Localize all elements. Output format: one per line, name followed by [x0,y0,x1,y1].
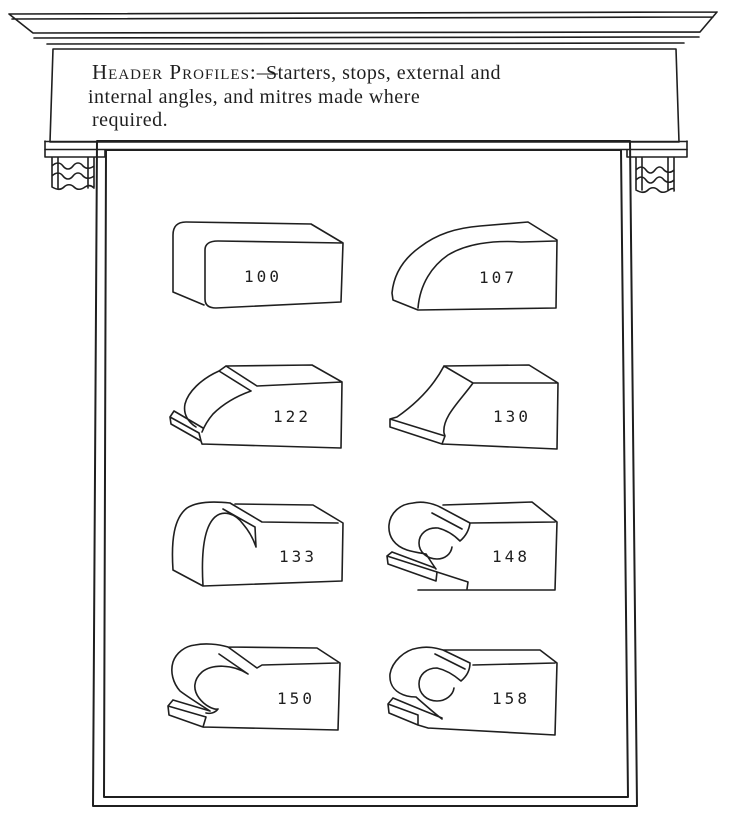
caption-line1: Starters, stops, external and [266,62,501,84]
profile-148-number: 148 [492,547,530,566]
caption-line3: required. [92,109,169,131]
profile-100-number: 100 [244,267,282,286]
profile-107-number: 107 [479,268,517,287]
profile-122-number: 122 [273,407,311,426]
profile-133-number: 133 [279,547,317,566]
profile-130-number: 130 [493,407,531,426]
plate-title: Header Profiles:— [92,60,279,84]
profile-158-number: 158 [492,689,530,708]
profile-150-number: 150 [277,689,315,708]
caption-line2: internal angles, and mitres made where [88,86,421,108]
